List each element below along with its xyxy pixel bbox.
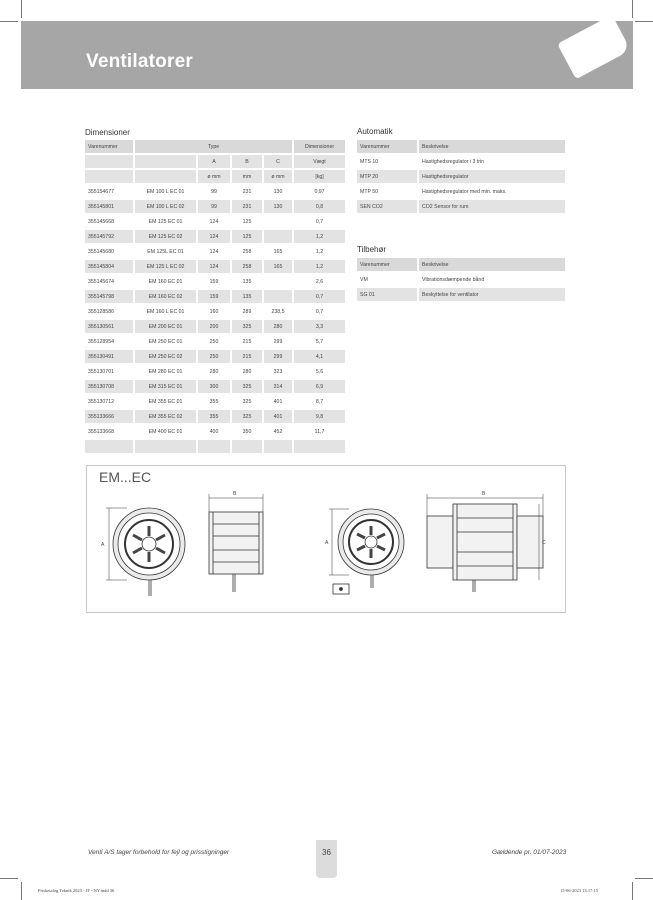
table-subheader: ø mm	[264, 170, 294, 185]
table-row	[357, 200, 567, 215]
crop-mark	[0, 878, 18, 879]
table-row	[357, 170, 567, 185]
table-cell-item: 355133668	[85, 425, 135, 440]
table-row	[85, 410, 347, 425]
table-cell-item: 355130561	[85, 320, 135, 335]
table-cell-a: 99	[198, 200, 232, 215]
table-cell-c: 280	[264, 320, 294, 335]
table-subheader: B	[232, 155, 264, 170]
table-cell-b: 280	[232, 365, 264, 380]
table-cell-c: 401	[264, 410, 294, 425]
dimensions-title: Dimensioner	[85, 128, 130, 137]
table-subheader: C	[264, 155, 294, 170]
table-cell-w: 0,8	[294, 200, 347, 215]
table-cell-b	[232, 440, 264, 455]
table-cell-item: MTS 10	[357, 155, 419, 170]
table-row	[357, 185, 567, 200]
table-cell-type: EM 315 EC 01	[135, 380, 198, 395]
crop-mark	[632, 882, 633, 900]
table-cell-type: EM 280 EC 01	[135, 365, 198, 380]
table-cell-b: 215	[232, 335, 264, 350]
table-row	[357, 273, 567, 288]
table-cell-b: 258	[232, 245, 264, 260]
table-cell-type: EM 160 EC 02	[135, 290, 198, 305]
table-cell-a: 355	[198, 410, 232, 425]
table-row	[85, 380, 347, 395]
table-header: Dimensioner	[294, 140, 347, 155]
table-cell-c: 299	[264, 335, 294, 350]
crop-mark	[635, 878, 653, 879]
table-cell-type: EM 250 EC 01	[135, 335, 198, 350]
table-cell-b: 231	[232, 185, 264, 200]
table-cell-a: 160	[198, 305, 232, 320]
table-subheader: mm	[232, 170, 264, 185]
table-cell-item: 355145804	[85, 260, 135, 275]
table-cell-c	[264, 275, 294, 290]
table-cell-c: 130	[264, 200, 294, 215]
table-cell-w: 6,9	[294, 380, 347, 395]
table-row	[85, 440, 347, 455]
dimension-label-b: B	[482, 491, 486, 497]
automatik-table	[357, 140, 567, 215]
dimension-label-a: A	[101, 542, 105, 548]
table-row	[357, 155, 567, 170]
table-subheader: [kg]	[294, 170, 347, 185]
table-cell-type: EM 160 EC 01	[135, 275, 198, 290]
technical-drawing	[86, 465, 566, 613]
table-subheader: ø mm	[198, 170, 232, 185]
table-cell-a: 355	[198, 395, 232, 410]
table-cell-desc: Beskyttelse for ventilator	[419, 288, 567, 303]
table-cell-b: 325	[232, 320, 264, 335]
table-cell-c: 238,5	[264, 305, 294, 320]
page-number-tab	[316, 840, 337, 878]
table-row	[357, 288, 567, 303]
table-cell-item: 355145668	[85, 215, 135, 230]
table-cell-type: EM 160 L EC 01	[135, 305, 198, 320]
crop-mark	[21, 0, 22, 18]
table-cell-a: 159	[198, 275, 232, 290]
fan-front-view-right	[329, 509, 404, 594]
table-row	[85, 200, 347, 215]
table-cell-type: EM 125 L EC 02	[135, 260, 198, 275]
table-cell-b: 258	[232, 260, 264, 275]
banner-tab-shape	[557, 15, 631, 79]
table-cell-a: 99	[198, 185, 232, 200]
table-cell-b: 215	[232, 350, 264, 365]
table-cell-item: 355130491	[85, 350, 135, 365]
table-cell-w: 0,7	[294, 290, 347, 305]
table-cell-item: SG 01	[357, 288, 419, 303]
table-header: Varenummer	[357, 258, 419, 273]
footer-disclaimer: Venti A/S tager forbehold for fejl og prisstigninger	[88, 849, 230, 856]
table-cell-a: 300	[198, 380, 232, 395]
table-cell-c: 401	[264, 395, 294, 410]
table-cell-item: 355133666	[85, 410, 135, 425]
fan-side-view-right	[427, 494, 543, 592]
tilbehor-table	[357, 258, 567, 303]
table-cell-c: 314	[264, 380, 294, 395]
table-cell-desc: CO2 Sensor for rum	[419, 200, 567, 215]
table-cell-w: 1,2	[294, 230, 347, 245]
table-cell-b: 135	[232, 290, 264, 305]
table-row	[85, 365, 347, 380]
dimension-label-c: C	[542, 540, 546, 546]
dimension-label-b: B	[233, 491, 237, 497]
table-cell-c	[264, 215, 294, 230]
table-cell-b: 325	[232, 380, 264, 395]
table-cell-b: 125	[232, 215, 264, 230]
table-cell-desc: Vibrationsdæmpende bånd	[419, 273, 567, 288]
table-row	[85, 215, 347, 230]
table-cell-a: 250	[198, 350, 232, 365]
dimensions-table	[85, 140, 347, 455]
table-cell-item: 355145680	[85, 245, 135, 260]
table-cell-w: 4,1	[294, 350, 347, 365]
automatik-title: Automatik	[357, 127, 393, 136]
table-cell-a	[198, 440, 232, 455]
table-cell-type: EM 250 EC 02	[135, 350, 198, 365]
table-cell-type: EM 100 L EC 02	[135, 200, 198, 215]
table-cell-w	[294, 440, 347, 455]
table-row	[85, 290, 347, 305]
table-cell-a: 124	[198, 260, 232, 275]
page-number: 36	[322, 848, 331, 857]
table-cell-item: MTP 20	[357, 170, 419, 185]
table-row	[85, 305, 347, 320]
table-cell-a: 124	[198, 230, 232, 245]
table-row	[85, 320, 347, 335]
table-header: Beskrivelse	[419, 140, 567, 155]
table-cell-a: 159	[198, 290, 232, 305]
table-header: Beskrivelse	[419, 258, 567, 273]
fan-front-view-left	[106, 508, 185, 596]
table-cell-item: 355130708	[85, 380, 135, 395]
fan-side-view-left	[209, 494, 263, 592]
table-cell-type: EM 125 EC 01	[135, 215, 198, 230]
table-row	[85, 260, 347, 275]
table-cell-item: 355145798	[85, 290, 135, 305]
table-cell-item: 355130712	[85, 395, 135, 410]
table-cell-b: 350	[232, 425, 264, 440]
table-cell-b: 325	[232, 410, 264, 425]
print-slug-date: 15-06-2023 13:17:15	[560, 888, 599, 893]
table-cell-w: 5,6	[294, 365, 347, 380]
table-cell-desc: Hastighedsregulator i 3 trin	[419, 155, 567, 170]
table-cell-w: 0,7	[294, 305, 347, 320]
table-cell-type: EM 355 EC 02	[135, 410, 198, 425]
table-cell-a: 280	[198, 365, 232, 380]
table-cell-item: 355145801	[85, 200, 135, 215]
table-row	[85, 425, 347, 440]
crop-mark	[0, 21, 18, 22]
table-cell-item: 355145792	[85, 230, 135, 245]
header-banner	[21, 21, 633, 89]
fan-drawing-svg	[87, 466, 565, 612]
table-cell-w: 2,6	[294, 275, 347, 290]
table-cell-item: 355128586	[85, 305, 135, 320]
table-cell-type: EM 125L EC 01	[135, 245, 198, 260]
table-cell-c: 299	[264, 350, 294, 365]
table-cell-w: 5,7	[294, 335, 347, 350]
drawing-title: EM...EC	[99, 469, 152, 485]
table-cell-c: 130	[264, 185, 294, 200]
table-cell-a: 200	[198, 320, 232, 335]
table-cell-type: EM 400 EC 01	[135, 425, 198, 440]
table-cell-type: EM 355 EC 01	[135, 395, 198, 410]
table-cell-c: 452	[264, 425, 294, 440]
table-cell-type: EM 100 L EC 01	[135, 185, 198, 200]
dimension-label-a: A	[325, 540, 329, 546]
tilbehor-title: Tilbehør	[357, 245, 387, 254]
table-cell-w: 1,2	[294, 245, 347, 260]
crop-mark	[635, 21, 653, 22]
table-cell-a: 250	[198, 335, 232, 350]
table-cell-w: 3,3	[294, 320, 347, 335]
table-cell-type: EM 125 EC 02	[135, 230, 198, 245]
table-row	[85, 335, 347, 350]
table-cell-c	[264, 230, 294, 245]
table-cell-item: 355145674	[85, 275, 135, 290]
table-row	[85, 395, 347, 410]
table-cell-item: SEN CO2	[357, 200, 419, 215]
page-title: Ventilatorer	[86, 51, 193, 72]
table-subheader: A	[198, 155, 232, 170]
table-row	[85, 350, 347, 365]
table-row	[85, 185, 347, 200]
table-cell-desc: Hastighedsregulator med min. maks.	[419, 185, 567, 200]
table-cell-item: MTP 50	[357, 185, 419, 200]
table-cell-b: 135	[232, 275, 264, 290]
table-cell-b: 325	[232, 395, 264, 410]
table-cell-w: 11,7	[294, 425, 347, 440]
table-subheader: Vægt	[294, 155, 347, 170]
table-cell-desc: Hastighedsregulator	[419, 170, 567, 185]
table-header: Varenummer	[85, 140, 135, 155]
table-cell-b: 231	[232, 200, 264, 215]
table-cell-item: 355154677	[85, 185, 135, 200]
footer-validity: Gældende pr. 01/07-2023	[492, 849, 567, 856]
table-cell-a: 124	[198, 245, 232, 260]
table-cell-w: 0,7	[294, 215, 347, 230]
table-cell-w: 0,97	[294, 185, 347, 200]
table-cell-b: 289	[232, 305, 264, 320]
table-cell-w: 1,2	[294, 260, 347, 275]
crop-mark	[21, 882, 22, 900]
table-row	[85, 230, 347, 245]
table-cell-c: 165	[264, 245, 294, 260]
table-cell-type	[135, 440, 198, 455]
table-cell-c	[264, 440, 294, 455]
table-cell-c	[264, 290, 294, 305]
table-cell-a: 400	[198, 425, 232, 440]
crop-mark	[632, 0, 633, 18]
table-cell-c: 323	[264, 365, 294, 380]
table-cell-item: 355130701	[85, 365, 135, 380]
table-cell-a: 124	[198, 215, 232, 230]
table-row	[85, 275, 347, 290]
table-cell-type: EM 200 EC 01	[135, 320, 198, 335]
print-slug-file: Prisketalog Teknik 2023 - JF - NY.indd 36	[38, 888, 115, 893]
table-cell-item: VM	[357, 273, 419, 288]
table-header: Varenummer	[357, 140, 419, 155]
table-cell-w: 9,8	[294, 410, 347, 425]
table-cell-w: 8,7	[294, 395, 347, 410]
table-cell-b: 125	[232, 230, 264, 245]
table-cell-item	[85, 440, 135, 455]
table-cell-c: 165	[264, 260, 294, 275]
table-header: Type	[135, 140, 294, 155]
table-cell-item: 355128954	[85, 335, 135, 350]
table-row	[85, 245, 347, 260]
